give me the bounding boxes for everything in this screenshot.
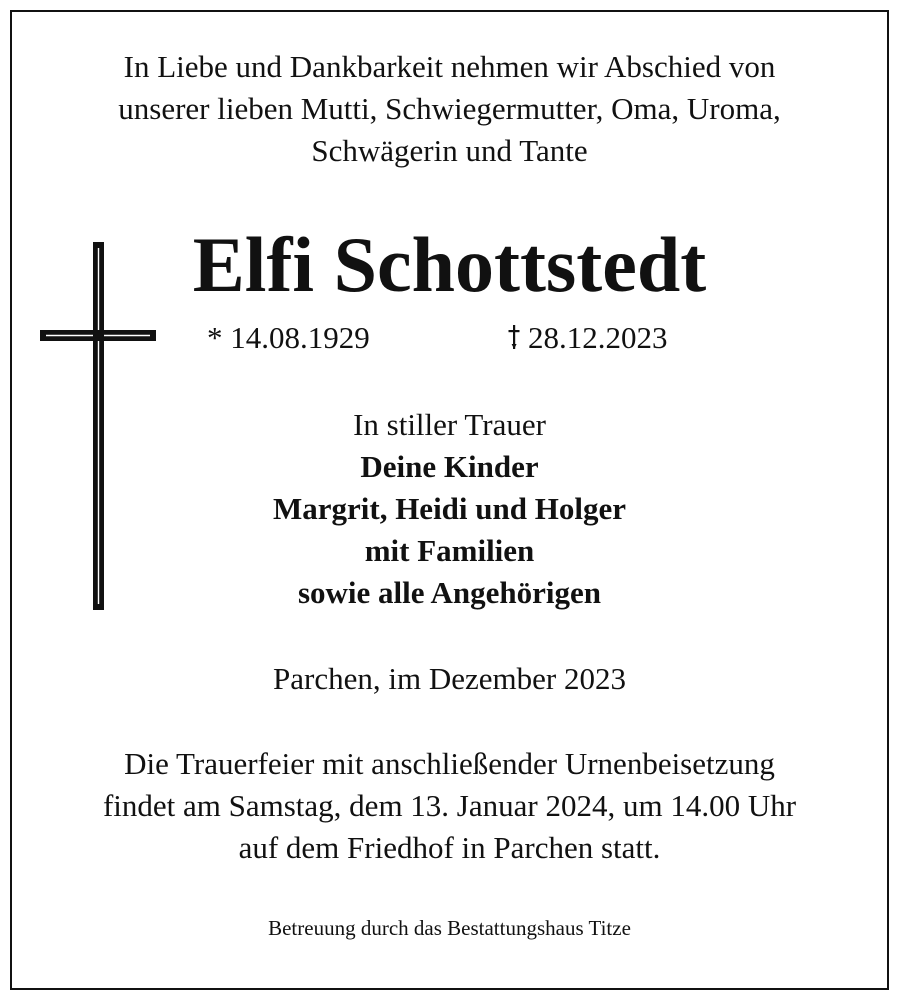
birth-date: * 14.08.1929 — [207, 320, 370, 355]
place-date: Parchen, im Dezember 2023 — [273, 661, 626, 696]
death-date-group — [508, 318, 668, 358]
mourners-line-1: In stiller Trauer — [353, 407, 546, 442]
funeral-line-3: auf dem Friedhof in Parchen statt. — [238, 830, 661, 865]
mourners-line-5: sowie alle Angehörigen — [297, 575, 602, 610]
funeral-home-credit: Betreuung durch das Bestattungshaus Titze — [268, 916, 631, 940]
intro-line-1: In Liebe und Dankbarkeit nehmen wir Abschied von — [123, 49, 776, 84]
intro-line-2: unserer lieben Mutti, Schwiegermutter, Oma, Uroma, — [118, 91, 781, 126]
mourners-line-2: Deine Kinder — [360, 449, 539, 484]
funeral-line-1: Die Trauerfeier mit anschließender Urnenbeisetzung — [124, 746, 775, 781]
intro-line-3: Schwägerin und Tante — [311, 133, 588, 168]
death-date: 28.12.2023 — [528, 320, 668, 355]
mourners-line-3: Margrit, Heidi und Holger — [272, 491, 627, 526]
funeral-line-2: findet am Samstag, dem 13. Januar 2024, um 14.00 Uhr — [102, 788, 797, 823]
mourners-line-4: mit Familien — [364, 533, 535, 568]
deceased-name: Elfi Schottstedt — [192, 221, 707, 308]
dagger-icon — [508, 324, 520, 350]
